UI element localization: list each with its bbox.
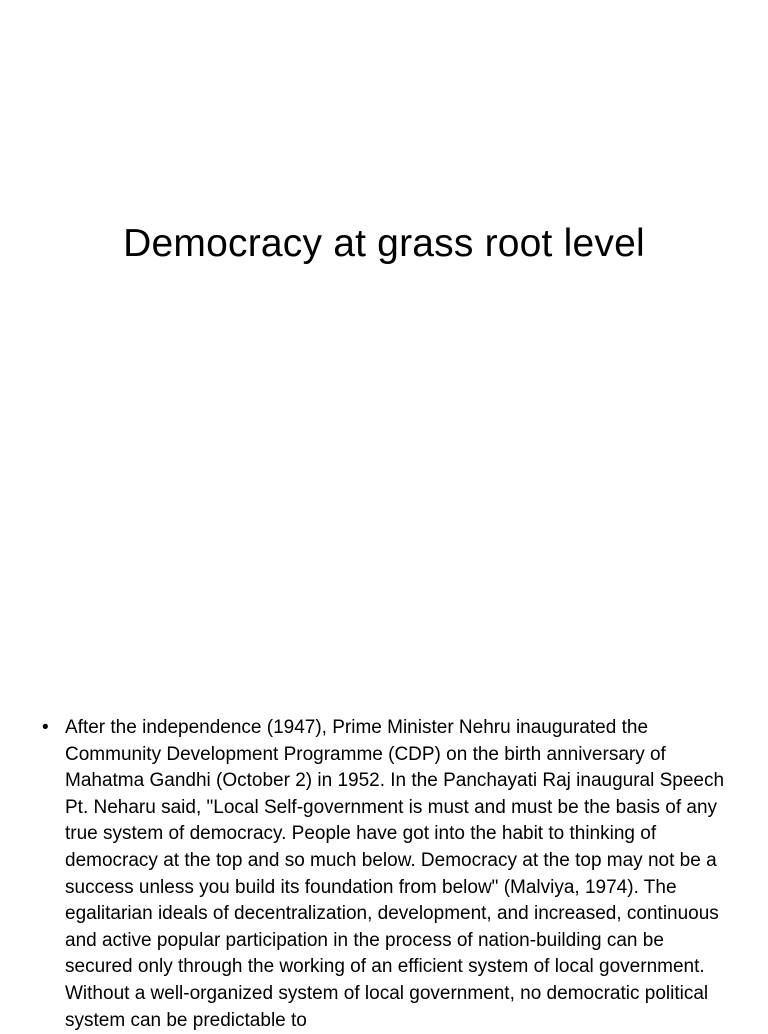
bullet-item xyxy=(42,715,732,1034)
bullet-text: After the independence (1947), Prime Minister Nehru inaugurated the Community Development Programme (CDP) on the birth anniversary of Mahatma Gandhi (October 2) in 1952. In the Panchayati Raj inaugural Speech Pt. Neharu said, "Local Self-government is must and must be the basis of any true system of democracy. People have got into the habit to thinking of democracy at the top and so much below. Democracy at the top may not be a success unless you build its foundation from below" (Malviya, 1974). The egalitarian ideals of decentralization, development, and increased, continuous and active popular participation in the process of nation-building can be secured only through the working of an efficient system of local government. Without a well-organized system of local government, no democratic political system can be predictable to xyxy=(65,717,725,1031)
slide-title: Democracy at grass root level xyxy=(123,222,645,265)
bullet-marker: • xyxy=(42,717,49,738)
bullet-list xyxy=(42,715,732,1034)
